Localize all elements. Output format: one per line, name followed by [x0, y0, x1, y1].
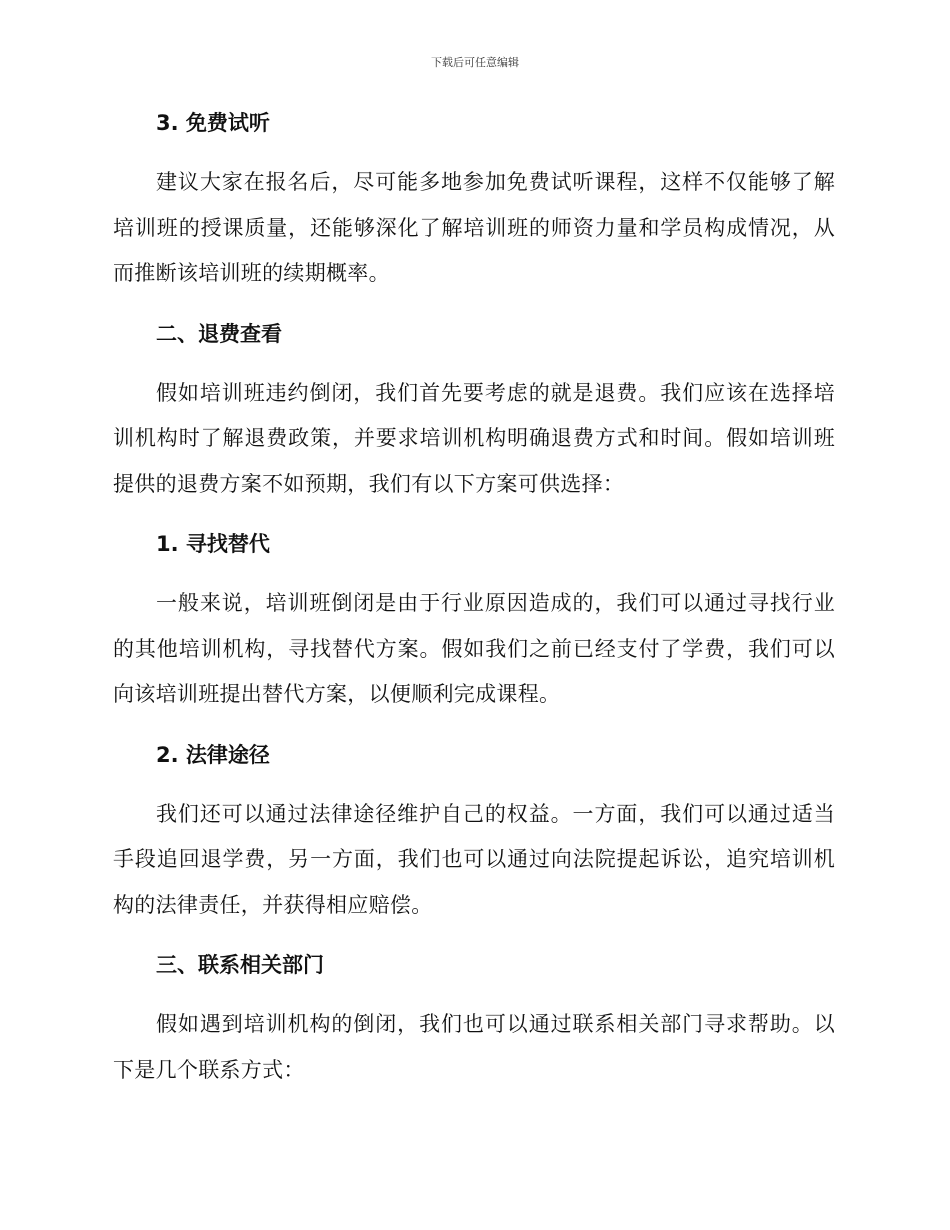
section-paragraph-legal-route: 我们还可以通过法律途径维护自己的权益。一方面，我们可以通过适当手段追回退学费，另一方面，我们也可以通过向法院提起诉讼，追究培训机构的法律责任，并获得相应赔偿。: [113, 801, 835, 917]
page-header-watermark: 下载后可任意编辑: [431, 56, 519, 69]
section-paragraph-refund-check: 假如培训班违约倒闭，我们首先要考虑的就是退费。我们应该在选择培训机构时了解退费政策，并要求培训机构明确退费方式和时间。假如培训班提供的退费方案不如预期，我们有以下方案可供选择：: [113, 380, 835, 496]
section-paragraph-find-alternative: 一般来说，培训班倒闭是由于行业原因造成的，我们可以通过寻找行业的其他培训机构，寻找替代方案。假如我们之前已经支付了学费，我们可以向该培训班提出替代方案，以便顺利完成课程。: [113, 591, 835, 706]
section-heading-legal-route: 2. 法律途径: [156, 742, 270, 767]
section-heading-contact-departments: 三、联系相关部门: [156, 953, 324, 977]
section-heading-find-alternative: 1. 寻找替代: [156, 532, 270, 556]
section-paragraph-contact-departments: 假如遇到培训机构的倒闭，我们也可以通过联系相关部门寻求帮助。以下是几个联系方式：: [113, 1012, 835, 1082]
section-heading-refund-check: 二、退费查看: [156, 321, 282, 346]
section-paragraph-free-trial: 建议大家在报名后，尽可能多地参加免费试听课程，这样不仅能够了解培训班的授课质量，还能够深化了解培训班的师资力量和学员构成情况，从而推断该培训班的续期概率。: [113, 170, 835, 285]
section-heading-free-trial: 3. 免费试听: [156, 111, 270, 135]
document-body: [113, 108, 835, 1093]
